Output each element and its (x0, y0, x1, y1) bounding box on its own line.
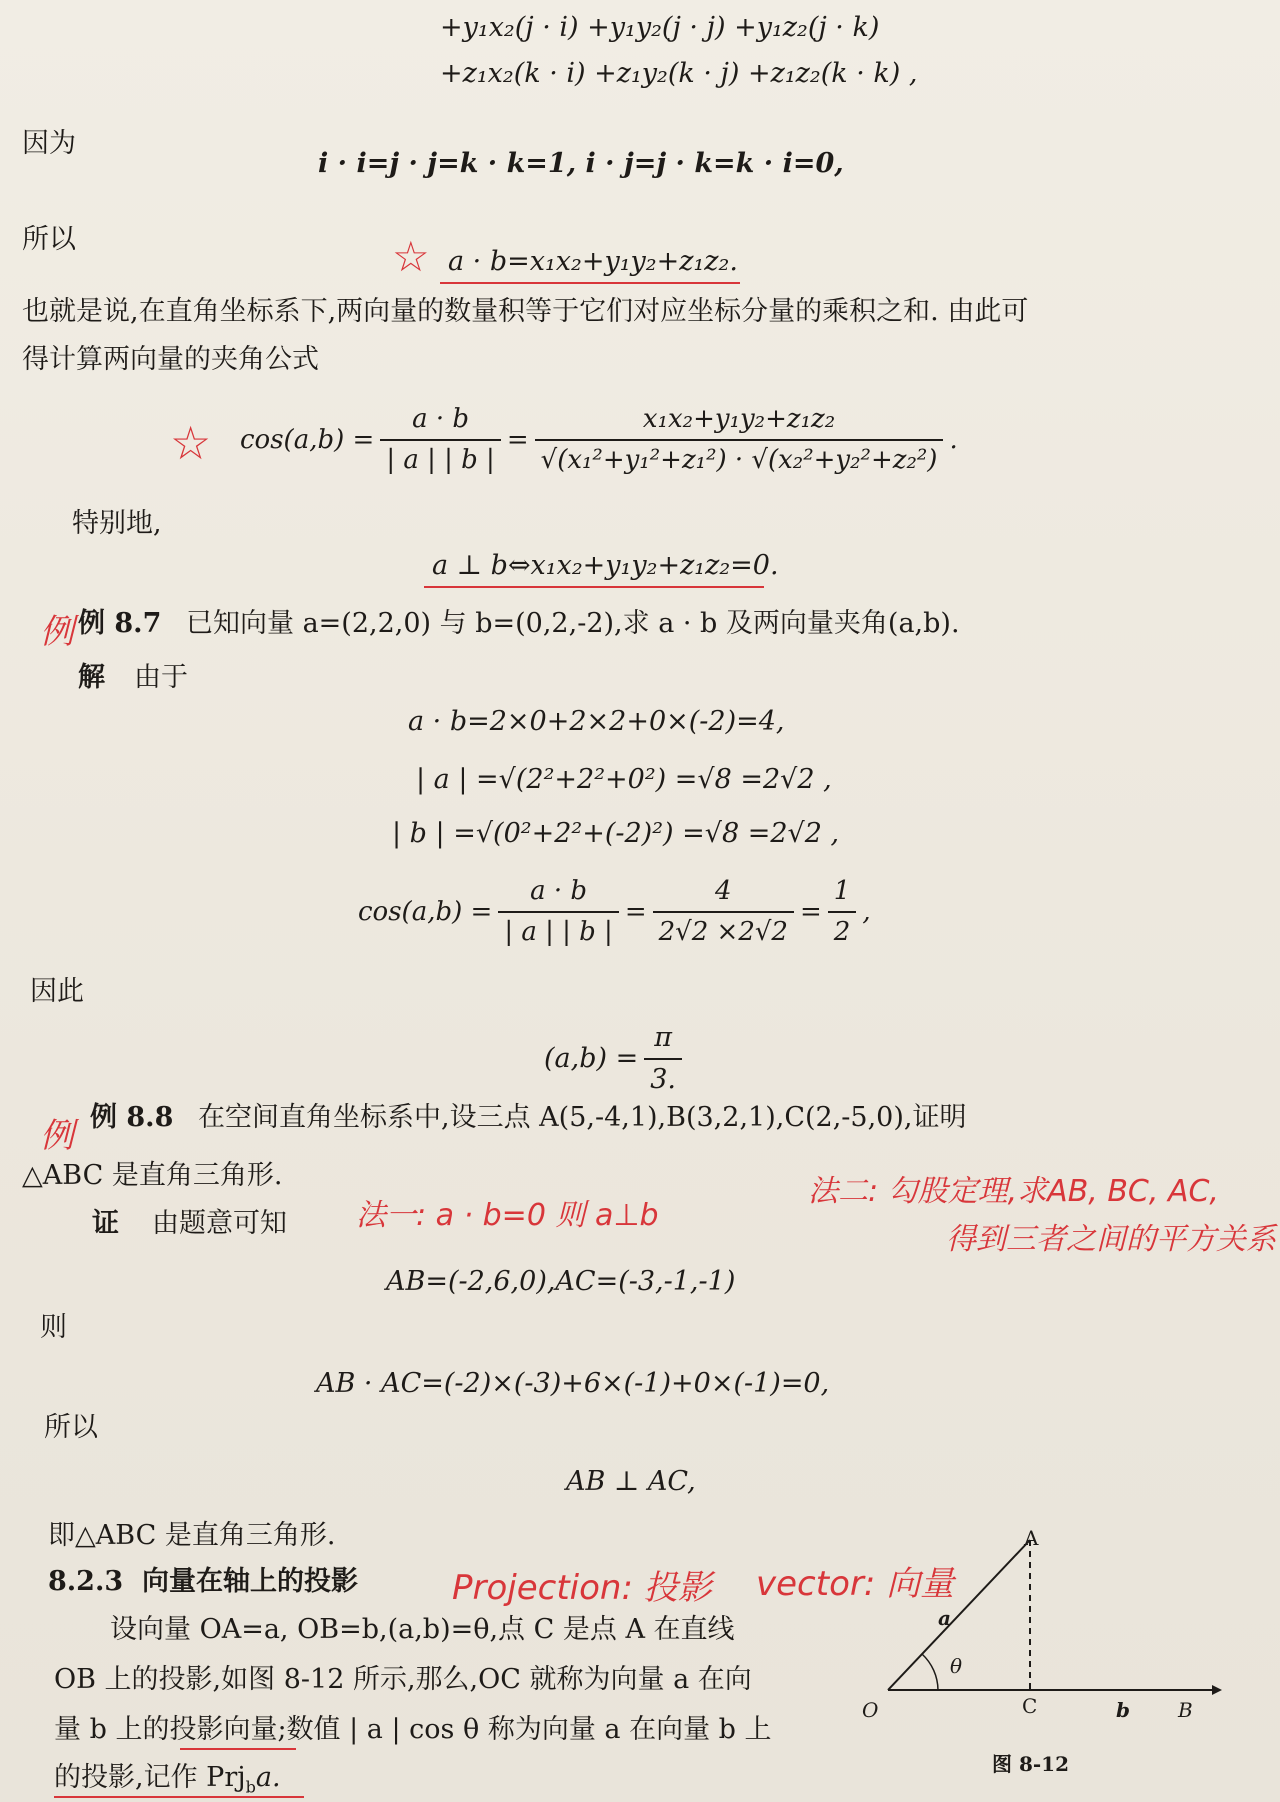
method-2-annotation-line-2: 得到三者之间的平方关系 (946, 1222, 1276, 1257)
figure-label-b-point: B (1178, 1698, 1193, 1722)
label-tebie: 特别地, (72, 508, 162, 539)
example-8-8-text-2: △ABC 是直角三角形. (22, 1160, 283, 1191)
projection-subscript: b (245, 1777, 256, 1797)
figure-label-theta: θ (950, 1654, 963, 1678)
label-yinci: 因此 (30, 976, 84, 1007)
equation-line-2: +z₁x₂(k · i) +z₁y₂(k · j) +z₁z₂(k · k) , (440, 58, 918, 89)
label-yinwei: 因为 (22, 128, 76, 159)
li-annotation-1: 例 (40, 612, 74, 652)
figure-label-a-point: A (1024, 1526, 1039, 1550)
calc-cos-fraction-2 (653, 876, 794, 948)
example-8-8-label: 例 8.8 (90, 1102, 174, 1133)
theta-arc (922, 1654, 938, 1690)
projection-end: a. (255, 1762, 281, 1793)
cos-fraction-1-numerator: a · b (412, 404, 470, 434)
figure-8-12-diagram (870, 1520, 1230, 1760)
paragraph-1-line-1: 也就是说,在直角坐标系下,两向量的数量积等于它们对应坐标分量的乘积之和. 由此可 (22, 296, 1029, 327)
calc-cos-lhs: cos(a,b) = (358, 896, 493, 927)
calc-norm-b: | b | =√(0²+2²+(-2)²) =√8 =2√2 , (392, 818, 840, 849)
section-title: 向量在轴上的投影 (142, 1566, 358, 1597)
underline-perp-condition (424, 586, 764, 588)
conclusion: 即△ABC 是直角三角形. (48, 1520, 336, 1551)
calc-cos-n3: 1 (833, 876, 851, 906)
star-annotation-2: ☆ (170, 416, 212, 470)
label-jie: 解 (78, 662, 105, 693)
figure-caption: 图 8-12 (992, 1752, 1070, 1776)
cos-fraction-2-denominator: √(x₁²+y₁²+z₁²) · √(x₂²+y₂²+z₂²) (535, 439, 944, 476)
figure-label-c: C (1022, 1694, 1038, 1718)
label-youyu: 由于 (134, 662, 188, 693)
method-2-annotation-line-1: 法二: 勾股定理,求AB, BC, AC, (808, 1174, 1219, 1209)
underline-projection-vector (180, 1748, 296, 1750)
angle-result-lhs: (a,b) = (544, 1043, 639, 1075)
figure-label-vector-a: a (938, 1606, 951, 1630)
method-1-annotation: 法一: a · b=0 则 a⊥b (356, 1198, 659, 1233)
underline-dot-formula (440, 282, 740, 284)
projection-paragraph-line-3: 量 b 上的投影向量;数值 | a | cos θ 称为向量 a 在向量 b 上 (54, 1714, 772, 1745)
calc-cos-n2: 4 (715, 876, 732, 906)
example-8-7-text: 已知向量 a=(2,2,0) 与 b=(0,2,-2),求 a · b 及两向量夹角(a,b). (186, 608, 960, 639)
label-suoyi-1: 所以 (22, 224, 76, 255)
label-zheng-text: 由题意可知 (152, 1208, 287, 1239)
unit-vector-identities: i · i=j · j=k · k=1, i · j=j · k=k · i=0, (318, 148, 844, 179)
calc-norm-a: | a | =√(2²+2²+0²) =√8 =2√2 , (416, 764, 832, 795)
vectors-ab-ac: AB=(-2,6,0),AC=(-3,-1,-1) (386, 1266, 736, 1297)
underline-projection-definition (54, 1796, 304, 1798)
cos-formula-lhs: cos(a,b) = (240, 424, 375, 455)
star-annotation-1: ☆ (392, 232, 430, 281)
section-number: 8.2.3 (48, 1566, 124, 1597)
li-annotation-2: 例 (40, 1116, 74, 1156)
figure-label-o: O (862, 1698, 879, 1722)
vector-annotation: vector: 向量 (756, 1564, 955, 1604)
axis-arrowhead (1212, 1685, 1222, 1695)
angle-result (544, 1022, 688, 1097)
calc-cos-fraction-3 (828, 876, 857, 948)
angle-result-numerator: π (654, 1022, 672, 1053)
projection-annotation: Projection: 投影 (452, 1568, 712, 1608)
calc-cos-d2: 2√2 ×2√2 (653, 911, 794, 948)
calc-cosine: cos(a,b) = $\frac{a \cdot b}{| a | | b |}$ = $\frac{4}{2√2 \times 2√2}$ = $\frac{1}{2}$ , (358, 876, 871, 948)
projection-paragraph-line-2: OB 上的投影,如图 8-12 所示,那么,OC 就称为向量 a 在向 (54, 1664, 752, 1695)
equation-line-1: +y₁x₂(j · i) +y₁y₂(j · j) +y₁z₂(j · k) (440, 12, 880, 43)
dot-product-formula: a · b=x₁x₂+y₁y₂+z₁z₂. (448, 246, 738, 277)
ab-perp-ac: AB ⊥ AC, (566, 1466, 696, 1497)
calc-cos-d3: 2 (828, 911, 857, 948)
label-suoyi-2: 所以 (44, 1412, 98, 1443)
dot-product-zero: AB · AC=(-2)×(-3)+6×(-1)+0×(-1)=0, (316, 1368, 830, 1399)
calc-cos-n1: a · b (530, 876, 588, 906)
calc-cos-fraction-1 (498, 876, 619, 948)
cos-fraction-2 (535, 404, 944, 476)
cos-fraction-2-numerator: x₁x₂+y₁y₂+z₁z₂ (642, 404, 836, 434)
cos-fraction-1-denominator: | a | | b | (380, 439, 501, 476)
perpendicular-condition: a ⊥ b⇔x₁x₂+y₁y₂+z₁z₂=0. (432, 550, 779, 581)
calc-dot-product: a · b=2×0+2×2+0×(-2)=4, (408, 706, 785, 737)
angle-result-fraction (644, 1022, 682, 1097)
paragraph-1-line-2: 得计算两向量的夹角公式 (22, 344, 319, 375)
example-8-8-text: 在空间直角坐标系中,设三点 A(5,-4,1),B(3,2,1),C(2,-5,0),证明 (198, 1102, 967, 1133)
calc-cos-d1: | a | | b | (498, 911, 619, 948)
angle-result-denominator: 3. (644, 1058, 682, 1096)
projection-definition: 的投影,记作 Prj (54, 1762, 246, 1793)
angle-cosine-formula: cos(a,b) = $\frac{a \cdot b}{| a | | b |}$ = $\frac{\text{x₁x₂+y₁y₂+z₁z₂}}{\text{√(x₁²+y₁²+z₁²) · √(x₂²+y₂²+z₂²)}}$ . (240, 404, 958, 476)
example-8-7-label: 例 8.7 (78, 608, 162, 639)
projection-paragraph-line-1: 设向量 OA=a, OB=b,(a,b)=θ,点 C 是点 A 在直线 (110, 1614, 735, 1645)
label-ze: 则 (40, 1312, 67, 1343)
cos-fraction-1 (380, 404, 501, 476)
label-zheng: 证 (92, 1208, 119, 1239)
projection-paragraph-line-4 (54, 1762, 281, 1797)
figure-label-vector-b: b (1116, 1698, 1130, 1722)
